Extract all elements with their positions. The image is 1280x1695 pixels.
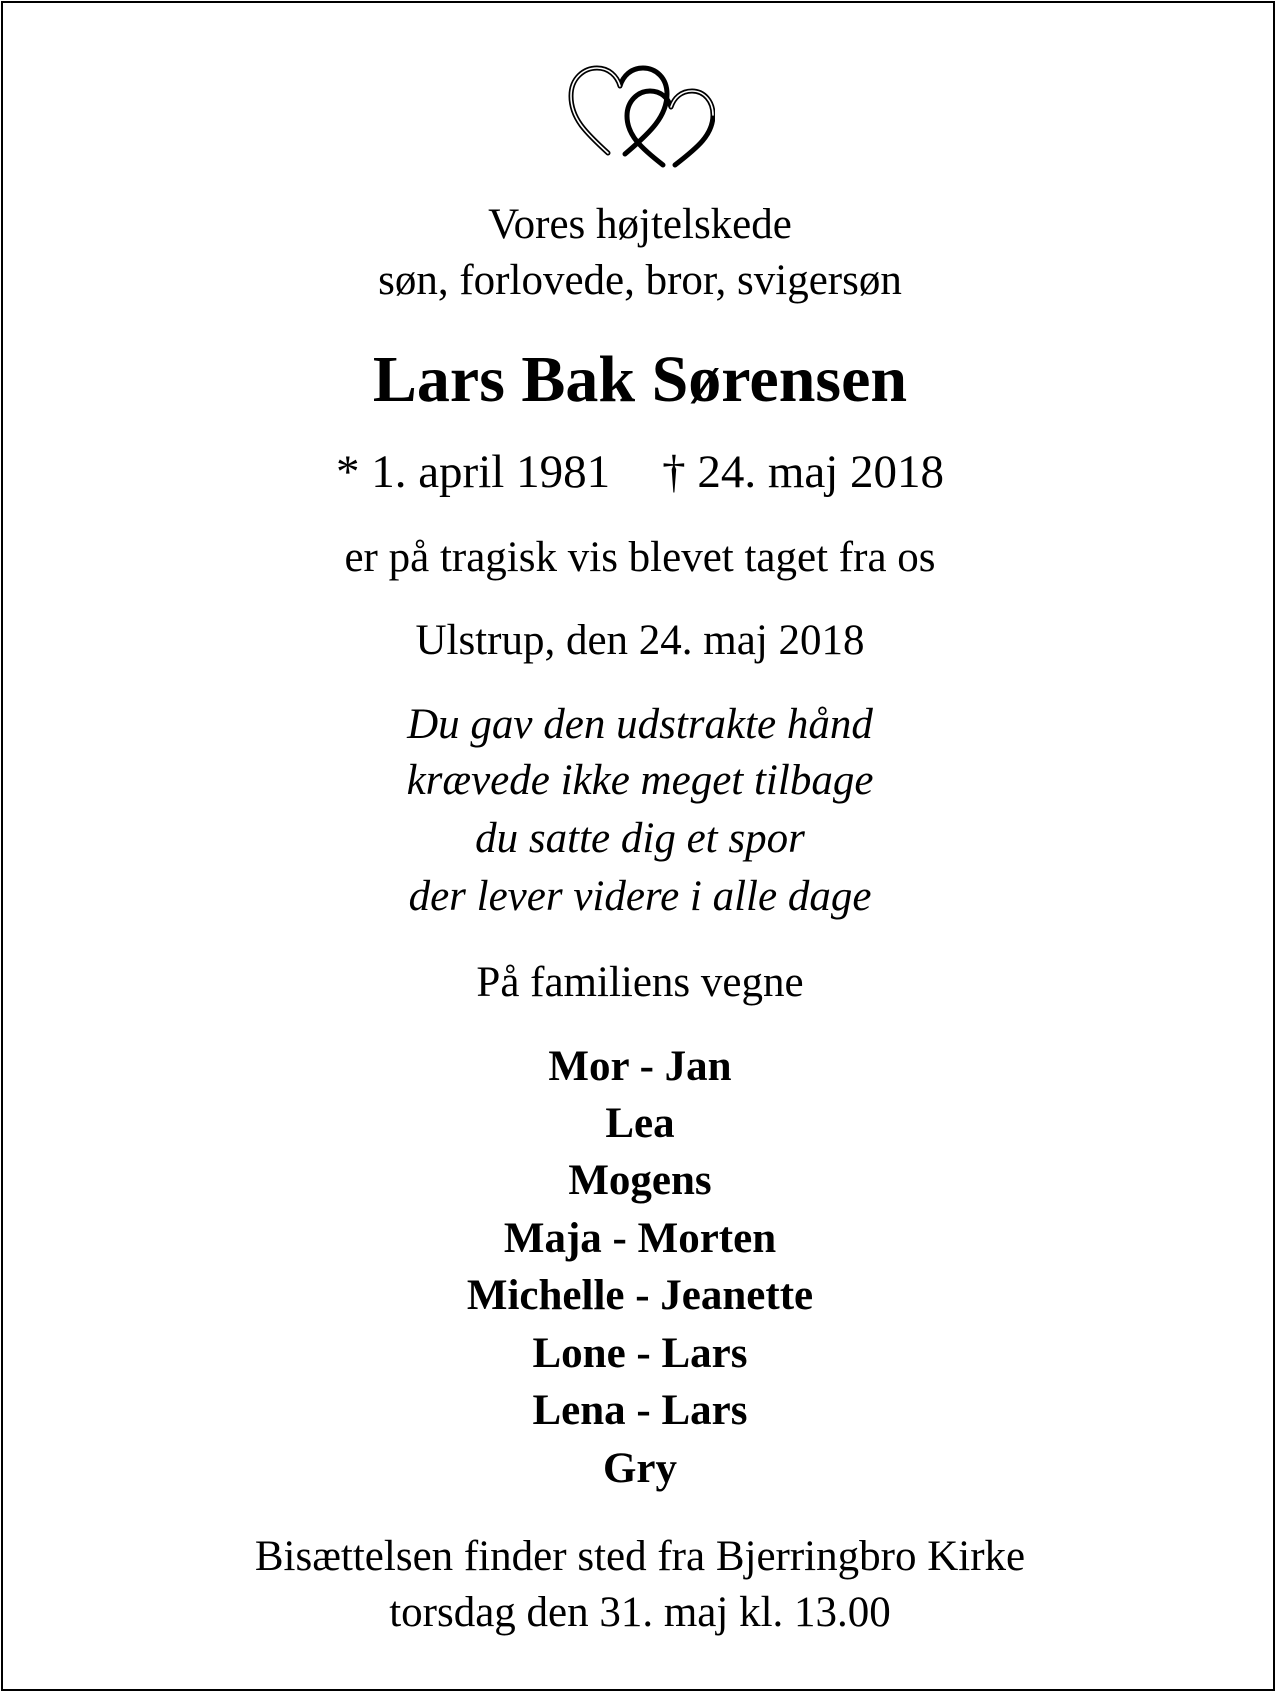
intro-line-1: Vores højtelskede bbox=[488, 201, 792, 248]
family-member: Lea bbox=[605, 1100, 675, 1147]
family-member: Lena - Lars bbox=[532, 1387, 748, 1434]
place-date: Ulstrup, den 24. maj 2018 bbox=[415, 617, 865, 664]
death-date: † 24. maj 2018 bbox=[662, 446, 945, 498]
poem-line: krævede ikke meget tilbage bbox=[406, 757, 874, 804]
life-dates bbox=[0, 446, 1280, 498]
family-member: Mor - Jan bbox=[548, 1043, 732, 1090]
family-member: Mogens bbox=[568, 1157, 712, 1204]
poem-line: Du gav den udstrakte hånd bbox=[407, 701, 873, 748]
family-member: Michelle - Jeanette bbox=[466, 1272, 814, 1319]
funeral-line-1: Bisættelsen finder sted fra Bjerringbro Kirke bbox=[254, 1533, 1026, 1580]
poem-line: der lever videre i alle dage bbox=[408, 873, 872, 920]
funeral-line-2: torsdag den 31. maj kl. 13.00 bbox=[389, 1589, 891, 1636]
double-hearts-icon bbox=[565, 60, 715, 170]
deceased-name: Lars Bak Sørensen bbox=[372, 343, 908, 416]
statement: er på tragisk vis blevet taget fra os bbox=[344, 534, 936, 581]
family-member: Maja - Morten bbox=[503, 1215, 777, 1262]
intro-line-2: søn, forlovede, bror, svigersøn bbox=[378, 257, 902, 304]
family-member: Lone - Lars bbox=[532, 1330, 748, 1377]
on-behalf-line: På familiens vegne bbox=[476, 959, 804, 1006]
birth-date: * 1. april 1981 bbox=[335, 446, 611, 498]
family-member: Gry bbox=[602, 1445, 678, 1492]
poem-line: du satte dig et spor bbox=[475, 815, 805, 862]
